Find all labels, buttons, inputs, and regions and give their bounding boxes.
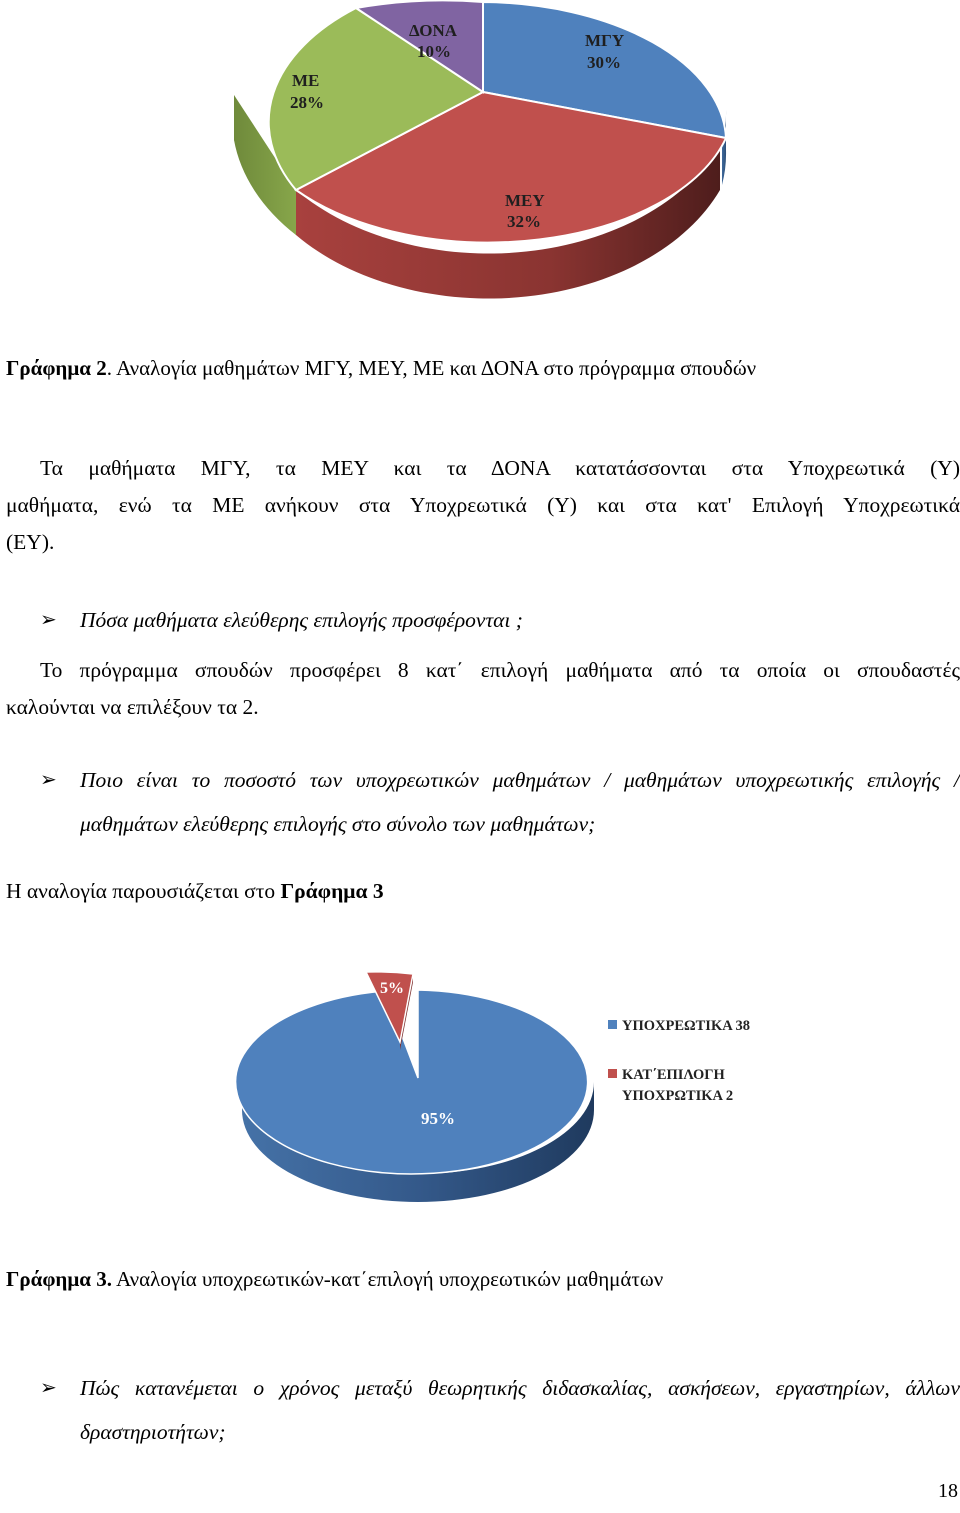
figure-reference: Γράφημα 3 <box>280 879 384 903</box>
paragraph-course-categories <box>6 450 960 561</box>
paragraph-elective-offer <box>6 652 960 726</box>
question-text: Πόσα μαθήματα ελεύθερης επιλογής προσφέρονται ; <box>80 608 523 632</box>
question-elective-courses <box>40 598 960 642</box>
question-time-distribution <box>40 1366 960 1454</box>
paragraph-line: Το πρόγραμμα σπουδών προσφέρει 8 κατ΄ επιλογή μαθήματα από τα οποία οι σπουδαστές <box>40 658 960 682</box>
legend-swatch-elective <box>608 1069 617 1078</box>
paragraph-line: (ΕΥ). <box>6 530 55 554</box>
legend-label-mandatory: ΥΠΟΧΡΕΩΤΙΚΑ 38 <box>622 1018 751 1034</box>
pie1-label-dona: ΔΟΝΑ <box>409 21 458 40</box>
caption-label: Γράφημα 2 <box>6 356 107 380</box>
pie1-pct-me: 28% <box>290 93 324 112</box>
question-text: Ποιο είναι το ποσοστό των υποχρεωτικών μαθημάτων / μαθημάτων υποχρεωτικής επιλογής / μαθημάτων ελεύθερης επιλογής στο σύνολο των μαθημάτων; <box>80 768 960 836</box>
question-percentage <box>40 758 960 846</box>
paragraph-line: Τα μαθήματα ΜΓΥ, τα ΜΕΥ και τα ΔΟΝΑ κατατάσσονται στα Υποχρεωτικά (Υ) <box>40 456 960 480</box>
paragraph-text: Η αναλογία παρουσιάζεται στο <box>6 879 281 903</box>
arrow-bullet-icon: ➢ <box>40 1377 57 1399</box>
pie2-slice-mandatory <box>236 990 588 1174</box>
pie1-pct-dona: 10% <box>417 42 451 61</box>
pie1-label-mey: ΜΕΥ <box>505 191 545 210</box>
caption-text: Αναλογία υποχρεωτικών-κατ΄επιλογή υποχρεωτικών μαθημάτων <box>111 1267 664 1291</box>
figure-caption-2 <box>6 356 756 381</box>
pie1-pct-mey: 32% <box>507 212 541 231</box>
paragraph-ratio-reference <box>6 873 960 910</box>
pie-chart-1 <box>0 0 960 310</box>
pie2-label-small: 5% <box>380 980 404 997</box>
figure-caption-3 <box>6 1267 663 1292</box>
arrow-bullet-icon: ➢ <box>40 769 57 791</box>
question-text: Πώς κατανέμεται ο χρόνος μεταξύ θεωρητικής διδασκαλίας, ασκήσεων, εργαστηρίων, άλλων δραστηριοτήτων; <box>80 1376 960 1444</box>
pie-chart-2 <box>0 960 960 1220</box>
paragraph-line: καλούνται να επιλέξουν τα 2. <box>6 695 259 719</box>
legend-swatch-mandatory <box>608 1020 617 1029</box>
caption-label: Γράφημα 3. <box>6 1267 112 1291</box>
pie2-legend <box>608 1018 750 1104</box>
caption-text: . Αναλογία μαθημάτων ΜΓΥ, ΜΕΥ, ΜΕ και ΔΟΝΑ στο πρόγραμμα σπουδών <box>106 356 757 380</box>
legend-label-elective-2: ΥΠΟΧΡΩΤΙΚΑ 2 <box>622 1088 734 1104</box>
paragraph-line: μαθήματα, ενώ τα ΜΕ ανήκουν στα Υποχρεωτικά (Υ) και στα κατ' Επιλογή Υποχρεωτικά <box>6 493 960 517</box>
pie2-label-big: 95% <box>421 1109 455 1128</box>
pie1-label-me: ΜΕ <box>292 71 320 90</box>
pie1-label-mgy: ΜΓΥ <box>585 31 625 50</box>
page-number: 18 <box>938 1480 958 1502</box>
legend-label-elective-1: ΚΑΤ΄ΕΠΙΛΟΓΗ <box>622 1067 725 1083</box>
pie1-pct-mgy: 30% <box>587 53 621 72</box>
arrow-bullet-icon: ➢ <box>40 609 57 631</box>
